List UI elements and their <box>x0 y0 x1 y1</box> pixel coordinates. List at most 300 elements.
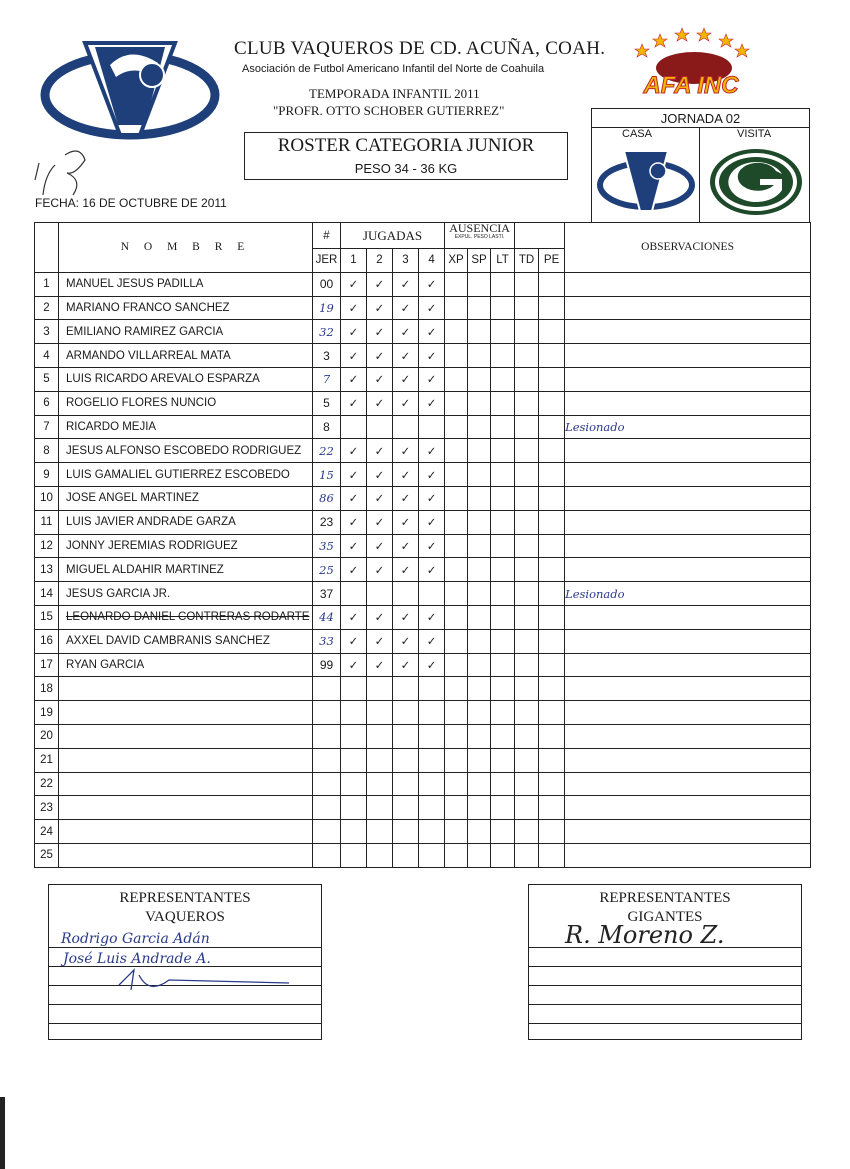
scan-edge-mark <box>0 1097 5 1169</box>
observation <box>565 439 811 463</box>
play-3-check <box>393 701 419 725</box>
col-td-cell <box>515 296 539 320</box>
jersey-number: 86 <box>313 486 341 510</box>
player-name <box>59 677 313 701</box>
observation <box>565 843 811 867</box>
observation <box>565 772 811 796</box>
play-1-check: ✓ <box>341 344 367 368</box>
row-number: 5 <box>35 367 59 391</box>
row-number: 12 <box>35 534 59 558</box>
reps-gigantes-signature: R. Moreno Z. <box>565 921 725 949</box>
visitor-team-logo <box>708 147 804 217</box>
col-pe-cell <box>539 272 565 296</box>
jersey-number: 5 <box>313 391 341 415</box>
col-sp-cell <box>468 605 491 629</box>
col-lt-cell <box>491 296 515 320</box>
play-4-check <box>419 820 445 844</box>
col-xp-cell <box>445 415 468 439</box>
play-4-check <box>419 701 445 725</box>
observation <box>565 344 811 368</box>
play-2-check: ✓ <box>367 558 393 582</box>
table-row <box>35 320 811 344</box>
play-4-check: ✓ <box>419 439 445 463</box>
col-pe-cell <box>539 724 565 748</box>
observation <box>565 486 811 510</box>
roster-weight: PESO 34 - 36 KG <box>354 161 458 176</box>
player-name <box>59 820 313 844</box>
header-hash: # <box>313 223 341 249</box>
col-td-cell <box>515 367 539 391</box>
player-name <box>59 582 313 606</box>
play-3-check: ✓ <box>393 391 419 415</box>
observation <box>565 677 811 701</box>
col-pe-cell <box>539 367 565 391</box>
play-3-check: ✓ <box>393 510 419 534</box>
col-xp-cell <box>445 558 468 582</box>
play-3-check: ✓ <box>393 653 419 677</box>
row-number: 17 <box>35 653 59 677</box>
col-sp-cell <box>468 391 491 415</box>
play-1-check: ✓ <box>341 629 367 653</box>
col-lt-cell <box>491 439 515 463</box>
play-2-check <box>367 796 393 820</box>
col-lt-cell <box>491 415 515 439</box>
col-lt-cell <box>491 463 515 487</box>
col-td-cell <box>515 843 539 867</box>
col-lt-cell <box>491 796 515 820</box>
jersey-number: 35 <box>313 534 341 558</box>
play-2-check: ✓ <box>367 510 393 534</box>
table-row <box>35 415 811 439</box>
reps-vaqueros-signature-1: Rodrigo Garcia Adán <box>61 931 210 947</box>
player-name-text: ROGELIO FLORES NUNCIO <box>66 397 217 410</box>
play-2-check: ✓ <box>367 653 393 677</box>
afa-logo-text: AFA INC <box>643 72 739 99</box>
col-xp-cell <box>445 629 468 653</box>
play-4-check: ✓ <box>419 510 445 534</box>
play-1-check <box>341 677 367 701</box>
jersey-number: 23 <box>313 510 341 534</box>
col-sp-cell <box>468 367 491 391</box>
col-sp-cell <box>468 272 491 296</box>
col-lt-cell <box>491 558 515 582</box>
play-1-check: ✓ <box>341 463 367 487</box>
col-sp-cell <box>468 772 491 796</box>
player-name <box>59 296 313 320</box>
vaqueros-logo <box>40 35 220 145</box>
row-number: 10 <box>35 486 59 510</box>
col-td-cell <box>515 701 539 725</box>
col-pe-cell <box>539 677 565 701</box>
jersey-number: 37 <box>313 582 341 606</box>
play-3-check <box>393 677 419 701</box>
player-name-text: RYAN GARCIA <box>66 658 145 671</box>
play-2-check <box>367 677 393 701</box>
jersey-number <box>313 748 341 772</box>
jersey-number: 3 <box>313 344 341 368</box>
col-td-cell <box>515 677 539 701</box>
row-number: 2 <box>35 296 59 320</box>
play-4-check <box>419 772 445 796</box>
col-sp-cell <box>468 320 491 344</box>
col-lt-cell <box>491 486 515 510</box>
observation <box>565 510 811 534</box>
observation: Lesionado <box>565 415 811 439</box>
col-xp-cell <box>445 796 468 820</box>
play-1-check: ✓ <box>341 605 367 629</box>
play-4-check <box>419 724 445 748</box>
observation <box>565 653 811 677</box>
play-1-check: ✓ <box>341 296 367 320</box>
play-2-check: ✓ <box>367 605 393 629</box>
play-1-check: ✓ <box>341 653 367 677</box>
col-lt-cell <box>491 272 515 296</box>
player-name <box>59 534 313 558</box>
col-lt-cell <box>491 653 515 677</box>
col-td-cell <box>515 796 539 820</box>
header-observaciones: OBSERVACIONES <box>565 223 811 273</box>
col-td-cell <box>515 558 539 582</box>
play-3-check: ✓ <box>393 629 419 653</box>
jersey-number <box>313 724 341 748</box>
player-name-text: EMILIANO RAMIREZ GARCIA <box>66 325 224 338</box>
col-xp-cell <box>445 605 468 629</box>
player-name-text: JOSE ANGEL MARTINEZ <box>66 492 199 505</box>
table-row <box>35 605 811 629</box>
col-lt-cell <box>491 820 515 844</box>
play-4-check: ✓ <box>419 534 445 558</box>
row-number: 1 <box>35 272 59 296</box>
play-3-check <box>393 843 419 867</box>
match-date: FECHA: 16 DE OCTUBRE DE 2011 <box>35 196 227 210</box>
reps-vaqueros-scribble <box>109 965 309 995</box>
play-4-check: ✓ <box>419 629 445 653</box>
row-number: 20 <box>35 724 59 748</box>
observation <box>565 320 811 344</box>
table-row <box>35 558 811 582</box>
col-pe-cell <box>539 796 565 820</box>
table-row <box>35 272 811 296</box>
observation <box>565 296 811 320</box>
play-2-check <box>367 415 393 439</box>
season-dedication: "PROFR. OTTO SCHOBER GUTIERREZ" <box>273 103 505 118</box>
play-2-check <box>367 701 393 725</box>
header-jer: JER <box>313 249 341 273</box>
col-xp-cell <box>445 843 468 867</box>
play-3-check: ✓ <box>393 344 419 368</box>
table-row <box>35 701 811 725</box>
play-4-check <box>419 582 445 606</box>
table-row <box>35 843 811 867</box>
col-td-cell <box>515 724 539 748</box>
reps-gigantes-title-2: GIGANTES <box>627 909 703 925</box>
row-number: 4 <box>35 344 59 368</box>
col-xp-cell <box>445 367 468 391</box>
col-sp-cell <box>468 653 491 677</box>
row-number: 14 <box>35 582 59 606</box>
play-1-check: ✓ <box>341 558 367 582</box>
col-pe-cell <box>539 653 565 677</box>
casa-label: CASA <box>622 128 652 140</box>
jersey-number: 22 <box>313 439 341 463</box>
jersey-number: 19 <box>313 296 341 320</box>
row-number: 7 <box>35 415 59 439</box>
player-name <box>59 653 313 677</box>
player-name <box>59 605 313 629</box>
row-number: 23 <box>35 796 59 820</box>
player-name <box>59 344 313 368</box>
col-xp-cell <box>445 272 468 296</box>
observation: Lesionado <box>565 582 811 606</box>
col-xp-cell <box>445 724 468 748</box>
observation <box>565 558 811 582</box>
col-pe-cell <box>539 582 565 606</box>
afa-inc-logo <box>622 26 760 102</box>
play-3-check: ✓ <box>393 534 419 558</box>
col-td-cell <box>515 272 539 296</box>
col-pe-cell <box>539 629 565 653</box>
play-1-check <box>341 724 367 748</box>
jersey-number: 00 <box>313 272 341 296</box>
play-2-check: ✓ <box>367 391 393 415</box>
table-row <box>35 463 811 487</box>
col-sp-cell <box>468 463 491 487</box>
jersey-number: 25 <box>313 558 341 582</box>
table-row <box>35 582 811 606</box>
jornada-box <box>591 108 810 223</box>
play-1-check <box>341 582 367 606</box>
play-4-check: ✓ <box>419 296 445 320</box>
header-td: TD <box>515 249 539 273</box>
row-number: 13 <box>35 558 59 582</box>
table-row <box>35 724 811 748</box>
table-row <box>35 296 811 320</box>
row-number: 6 <box>35 391 59 415</box>
header-j4: 4 <box>419 249 445 273</box>
observation <box>565 796 811 820</box>
play-2-check: ✓ <box>367 320 393 344</box>
col-sp-cell <box>468 486 491 510</box>
col-td-cell <box>515 582 539 606</box>
play-1-check: ✓ <box>341 486 367 510</box>
row-number: 21 <box>35 748 59 772</box>
roster-table <box>34 222 811 868</box>
player-name <box>59 843 313 867</box>
row-number: 16 <box>35 629 59 653</box>
row-number: 22 <box>35 772 59 796</box>
row-number: 25 <box>35 843 59 867</box>
jersey-number: 33 <box>313 629 341 653</box>
player-name <box>59 439 313 463</box>
play-2-check: ✓ <box>367 344 393 368</box>
col-sp-cell <box>468 510 491 534</box>
header-ausencia: AUSENCIA <box>449 222 510 235</box>
col-lt-cell <box>491 677 515 701</box>
play-1-check <box>341 796 367 820</box>
table-row <box>35 629 811 653</box>
player-name <box>59 486 313 510</box>
observation <box>565 629 811 653</box>
play-1-check: ✓ <box>341 439 367 463</box>
play-3-check <box>393 796 419 820</box>
row-number: 11 <box>35 510 59 534</box>
player-name <box>59 320 313 344</box>
col-lt-cell <box>491 843 515 867</box>
col-lt-cell <box>491 772 515 796</box>
play-4-check: ✓ <box>419 344 445 368</box>
row-number: 24 <box>35 820 59 844</box>
play-3-check <box>393 748 419 772</box>
jersey-number: 44 <box>313 605 341 629</box>
col-sp-cell <box>468 629 491 653</box>
observation <box>565 724 811 748</box>
table-row <box>35 748 811 772</box>
col-lt-cell <box>491 748 515 772</box>
reps-vaqueros-title-2: VAQUEROS <box>145 909 225 925</box>
table-row <box>35 534 811 558</box>
play-3-check: ✓ <box>393 320 419 344</box>
player-name <box>59 558 313 582</box>
play-2-check <box>367 724 393 748</box>
col-lt-cell <box>491 605 515 629</box>
jersey-number: 32 <box>313 320 341 344</box>
col-td-cell <box>515 534 539 558</box>
play-1-check: ✓ <box>341 320 367 344</box>
header-j3: 3 <box>393 249 419 273</box>
play-2-check <box>367 772 393 796</box>
player-name-text: MARIANO FRANCO SANCHEZ <box>66 301 230 314</box>
play-1-check <box>341 748 367 772</box>
table-row <box>35 391 811 415</box>
observation <box>565 701 811 725</box>
play-2-check <box>367 843 393 867</box>
col-pe-cell <box>539 772 565 796</box>
play-4-check: ✓ <box>419 486 445 510</box>
col-xp-cell <box>445 296 468 320</box>
col-pe-cell <box>539 296 565 320</box>
player-name <box>59 415 313 439</box>
play-1-check: ✓ <box>341 534 367 558</box>
col-pe-cell <box>539 510 565 534</box>
play-3-check: ✓ <box>393 272 419 296</box>
table-row <box>35 653 811 677</box>
player-name-text: AXXEL DAVID CAMBRANIS SANCHEZ <box>66 635 270 648</box>
col-lt-cell <box>491 629 515 653</box>
play-3-check <box>393 724 419 748</box>
play-2-check <box>367 748 393 772</box>
play-1-check: ✓ <box>341 367 367 391</box>
col-xp-cell <box>445 677 468 701</box>
observation <box>565 820 811 844</box>
play-1-check: ✓ <box>341 510 367 534</box>
header-j1: 1 <box>341 249 367 273</box>
header-blank <box>35 223 59 273</box>
col-td-cell <box>515 629 539 653</box>
jersey-number: 7 <box>313 367 341 391</box>
col-lt-cell <box>491 344 515 368</box>
jersey-number <box>313 677 341 701</box>
row-number: 8 <box>35 439 59 463</box>
col-sp-cell <box>468 582 491 606</box>
row-number: 19 <box>35 701 59 725</box>
col-pe-cell <box>539 391 565 415</box>
player-name-text: LUIS GAMALIEL GUTIERREZ ESCOBEDO <box>66 468 290 481</box>
col-lt-cell <box>491 320 515 344</box>
header-jugadas: JUGADAS <box>341 223 445 249</box>
col-td-cell <box>515 391 539 415</box>
header-pe: PE <box>539 249 565 273</box>
col-td-cell <box>515 605 539 629</box>
play-2-check: ✓ <box>367 629 393 653</box>
play-1-check <box>341 843 367 867</box>
play-4-check: ✓ <box>419 272 445 296</box>
col-pe-cell <box>539 463 565 487</box>
table-row <box>35 367 811 391</box>
play-4-check: ✓ <box>419 320 445 344</box>
player-name <box>59 272 313 296</box>
player-name <box>59 367 313 391</box>
reps-vaqueros-signature-2: José Luis Andrade A. <box>63 951 211 967</box>
jersey-number <box>313 820 341 844</box>
col-lt-cell <box>491 582 515 606</box>
observation <box>565 367 811 391</box>
play-3-check: ✓ <box>393 296 419 320</box>
play-1-check: ✓ <box>341 391 367 415</box>
row-number: 18 <box>35 677 59 701</box>
play-3-check: ✓ <box>393 463 419 487</box>
table-row <box>35 486 811 510</box>
reps-gigantes-box <box>528 884 802 1040</box>
play-4-check: ✓ <box>419 463 445 487</box>
table-row <box>35 344 811 368</box>
table-row <box>35 677 811 701</box>
jersey-number <box>313 701 341 725</box>
col-pe-cell <box>539 320 565 344</box>
play-3-check: ✓ <box>393 558 419 582</box>
col-lt-cell <box>491 534 515 558</box>
player-name-text: LUIS JAVIER ANDRADE GARZA <box>66 516 236 529</box>
play-2-check: ✓ <box>367 272 393 296</box>
jersey-number: 99 <box>313 653 341 677</box>
play-3-check: ✓ <box>393 605 419 629</box>
col-xp-cell <box>445 463 468 487</box>
player-name <box>59 796 313 820</box>
play-1-check <box>341 701 367 725</box>
col-td-cell <box>515 772 539 796</box>
col-xp-cell <box>445 320 468 344</box>
jersey-number <box>313 772 341 796</box>
play-2-check: ✓ <box>367 367 393 391</box>
play-3-check <box>393 772 419 796</box>
play-2-check <box>367 582 393 606</box>
reps-gigantes-title-1: REPRESENTANTES <box>599 890 731 906</box>
col-xp-cell <box>445 582 468 606</box>
col-td-cell <box>515 510 539 534</box>
visita-label: VISITA <box>737 128 772 140</box>
row-number: 3 <box>35 320 59 344</box>
play-3-check <box>393 820 419 844</box>
player-name <box>59 629 313 653</box>
club-title: CLUB VAQUEROS DE CD. ACUÑA, COAH. <box>234 38 606 59</box>
play-2-check: ✓ <box>367 486 393 510</box>
play-1-check <box>341 820 367 844</box>
jersey-number <box>313 796 341 820</box>
col-sp-cell <box>468 415 491 439</box>
play-1-check <box>341 415 367 439</box>
col-td-cell <box>515 463 539 487</box>
play-3-check: ✓ <box>393 439 419 463</box>
header-nombre: N O M B R E <box>59 223 313 273</box>
